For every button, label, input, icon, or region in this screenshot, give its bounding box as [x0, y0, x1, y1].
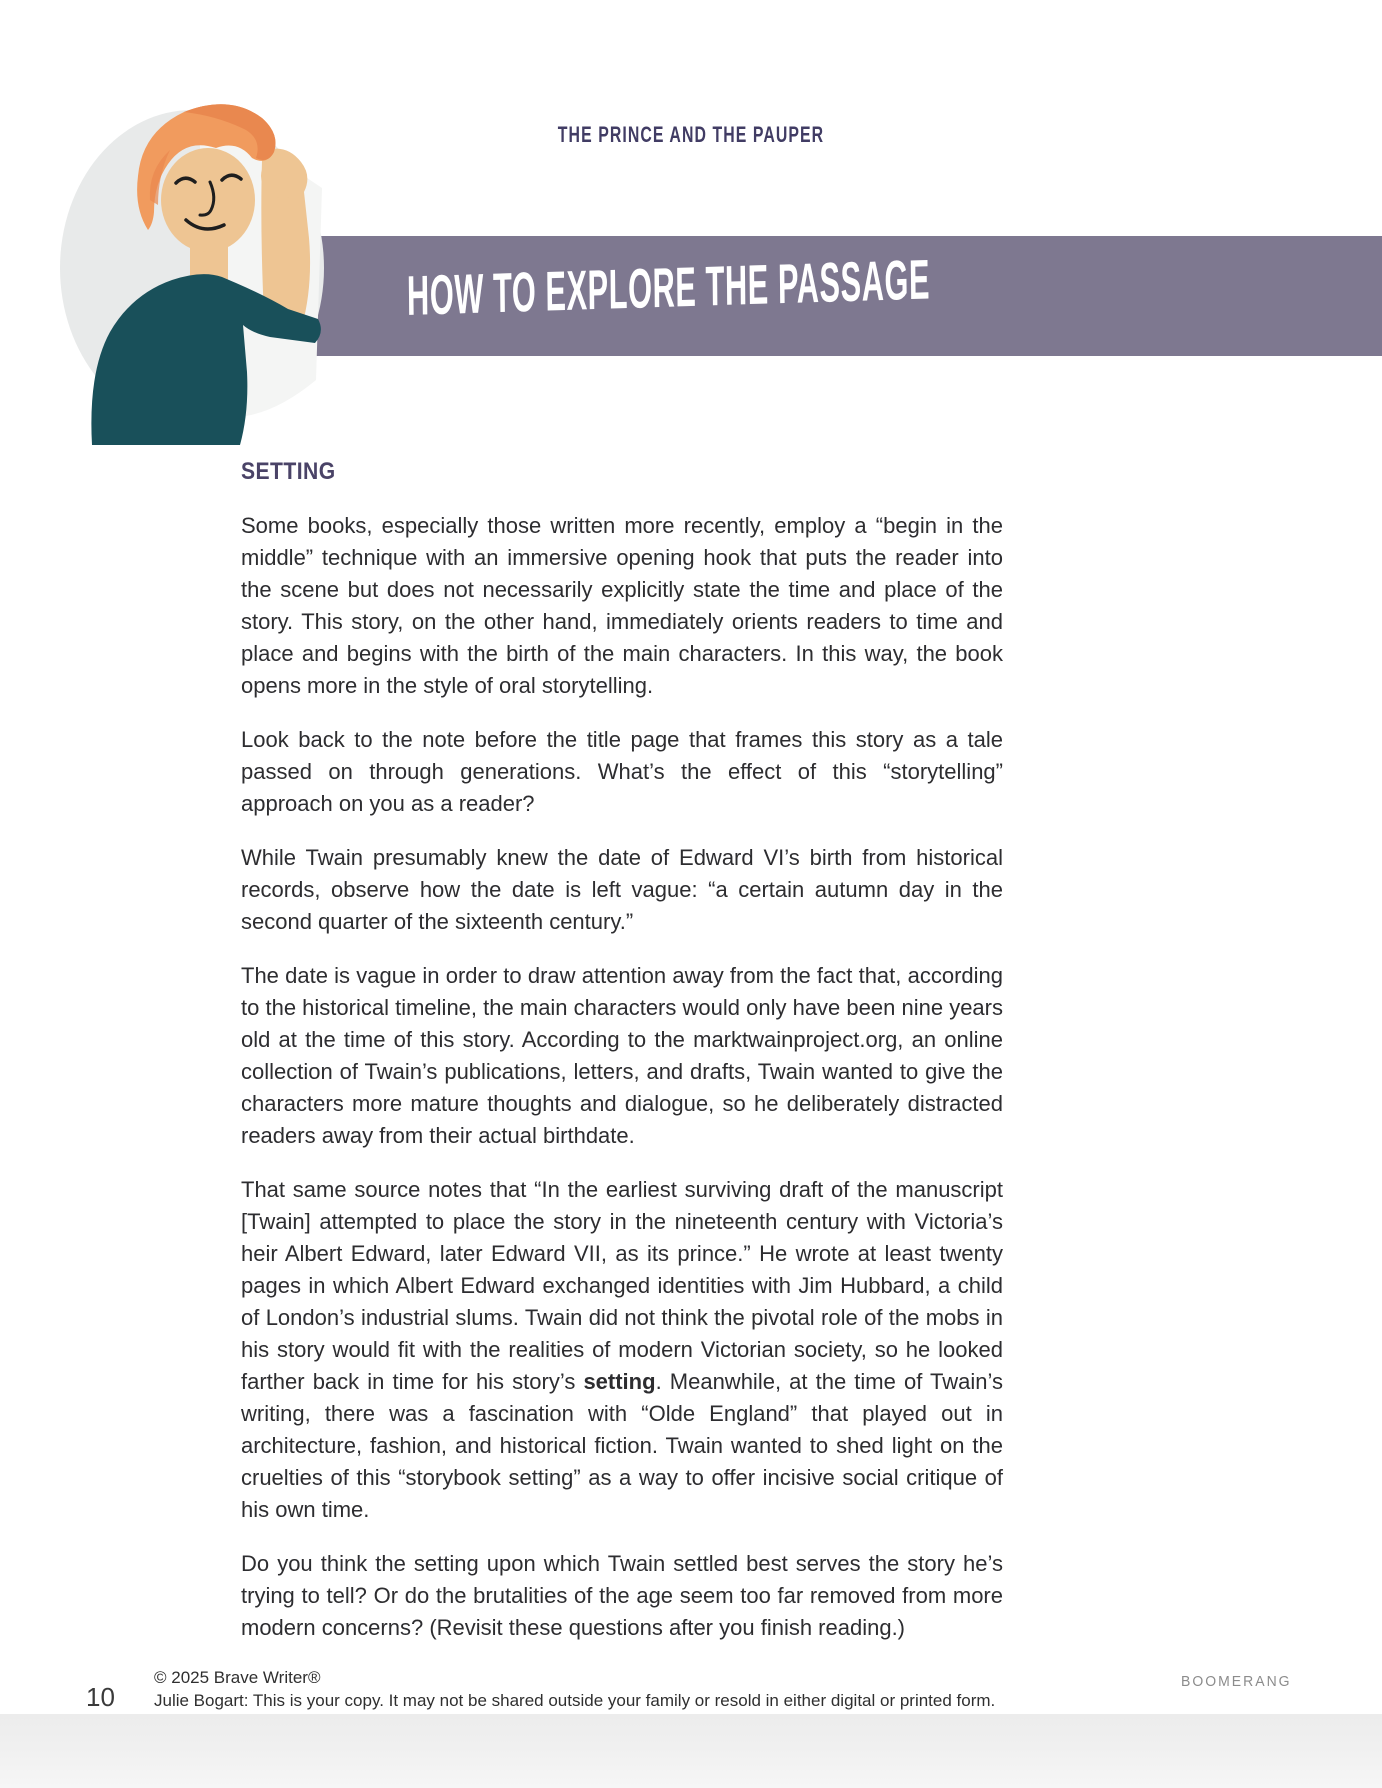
paragraph-storytelling-question: Look back to the note before the title page that frames this story as a tale passed on through generations. What’s the effect of this “storytelling” approach on you as a reader? [241, 727, 1003, 816]
chapter-banner [302, 236, 1382, 356]
fist [261, 154, 305, 198]
paragraph-draft-history [241, 1174, 1003, 1526]
section-heading: SETTING [241, 458, 336, 485]
boy-flexing-arm-illustration [50, 80, 335, 445]
lesson-content [241, 458, 1003, 1644]
chapter-banner-title: HOW TO EXPLORE THE PASSAGE [406, 247, 931, 327]
bold-term-setting: setting [583, 1369, 656, 1394]
paragraph-setting-intro: Some books, especially those written more recently, employ a “begin in the middle” technique with an immersive opening hook that puts the reader into the scene but does not necessarily explicitly state the time and place of the story. This story, on the other hand, immediately orients readers to time and place and begins with the birth of the main characters. In this way, the book opens more in the style of oral storytelling. [241, 513, 1003, 698]
copyright-block [154, 1666, 995, 1712]
bottom-gradient-band [0, 1714, 1382, 1788]
paragraph-date-vague-quote: While Twain presumably knew the date of Edward VI’s birth from historical records, observe how the date is left vague: “a certain autumn day in the second quarter of the sixteenth century.” [241, 845, 1003, 934]
copyright-line: © 2025 Brave Writer® [154, 1668, 321, 1687]
paragraph-closing-questions: Do you think the setting upon which Twain settled best serves the story he’s trying to tell? Or do the brutalities of the age seem too far removed from more modern concerns? (Revisit these questions after you finish reading.) [241, 1551, 1003, 1640]
face [161, 148, 255, 252]
paragraph-draft-history-text-cont: . Meanwhile, at the time of Twain’s writing, there was a fascination with “Olde England” that played out in architecture, fashion, and historical fiction. Twain wanted to shed light on the cruelties of this “storybook setting” as a way to offer incisive social critique of his own time. [241, 1369, 1003, 1522]
paragraph-birthdate-explanation: The date is vague in order to draw attention away from the fact that, according to the historical timeline, the main characters would only have been nine years old at the time of this story. According to the marktwainproject.org, an online collection of Twain’s publications, letters, and drafts, Twain wanted to give the characters more mature thoughts and dialogue, so he deliberately distracted readers away from their actual birthdate. [241, 963, 1003, 1148]
running-head: THE PRINCE AND THE PAUPER [557, 122, 825, 147]
page-number: 10 [86, 1682, 115, 1712]
boomerang-logo: BOOMERANG [1181, 1672, 1292, 1690]
paragraph-draft-history-text: That same source notes that “In the earliest surviving draft of the manuscript [Twain] attempted to place the story in the nineteenth century with Victoria’s heir Albert Edward, later Edward VII, as its prince.” He wrote at least twenty pages in which Albert Edward exchanged identities with Jim Hubbard, a child of London’s industrial slums. Twain did not think the pivotal role of the mobs in his story would fit with the realities of modern Victorian society, so he looked farther back in time for his story’s [241, 1177, 1003, 1394]
usage-notice: Julie Bogart: This is your copy. It may not be shared outside your family or resold in either digital or printed form. [154, 1691, 996, 1710]
